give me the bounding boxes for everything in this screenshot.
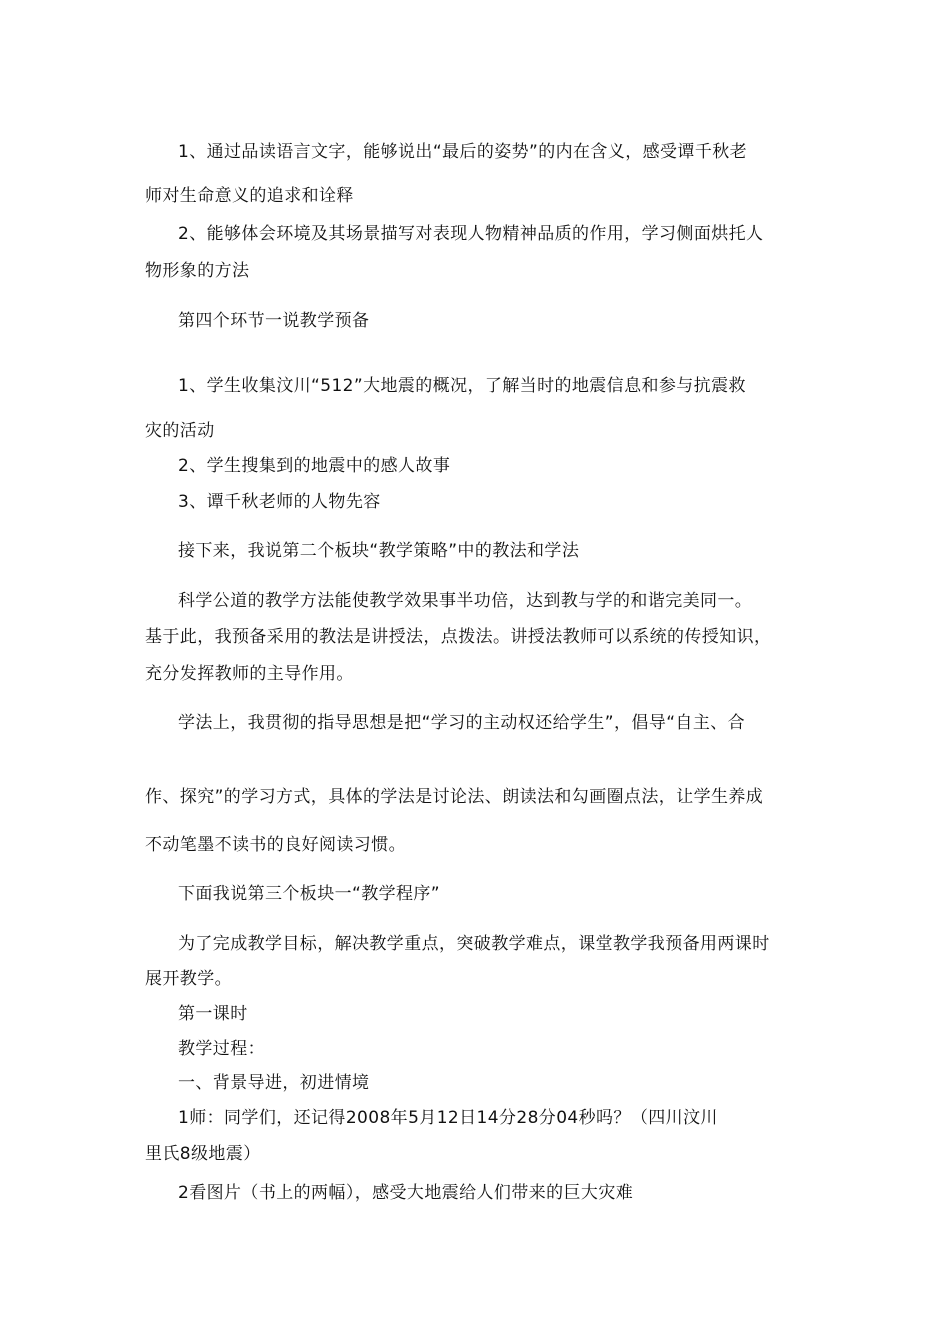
text-line: 为了完成教学目标，解决教学重点，突破教学难点，课堂教学我预备用两课时 — [178, 934, 770, 954]
text-line: 灾的活动 — [145, 421, 215, 441]
text-line: 第一课时 — [178, 1004, 248, 1024]
text-line: 1师：同学们，还记得2008年5月12日14分28分04秒吗？（四川汶川 — [178, 1108, 718, 1128]
text-line: 学法上，我贯彻的指导思想是把“学习的主动权还给学生”，倡导“自主、合 — [178, 713, 746, 733]
text-line: 展开教学。 — [145, 969, 232, 989]
text-line: 作、探究”的学习方式，具体的学法是讨论法、朗读法和勾画圈点法，让学生养成 — [145, 787, 764, 807]
text-line: 基于此，我预备采用的教法是讲授法，点拨法。讲授法教师可以系统的传授知识， — [145, 627, 772, 647]
text-line: 一、背景导进，初进情境 — [178, 1073, 370, 1093]
text-line: 师对生命意义的追求和诠释 — [145, 186, 354, 206]
text-line: 1、学生收集汶川“512”大地震的概况，了解当时的地震信息和参与抗震救 — [178, 376, 746, 396]
text-line: 3、谭千秋老师的人物先容 — [178, 492, 381, 512]
text-line: 充分发挥教师的主导作用。 — [145, 664, 354, 684]
text-line: 2、能够体会环境及其场景描写对表现人物精神品质的作用，学习侧面烘托人 — [178, 224, 764, 244]
text-line: 物形象的方法 — [145, 261, 250, 281]
section-heading: 第四个环节一说教学预备 — [178, 311, 370, 331]
text-line: 2、学生搜集到的地震中的感人故事 — [178, 456, 451, 476]
text-line: 里氏8级地震） — [145, 1144, 261, 1164]
section-heading: 下面我说第三个板块一“教学程序” — [178, 884, 441, 904]
text-line: 教学过程： — [178, 1039, 265, 1059]
text-line: 接下来，我说第二个板块“教学策略”中的教法和学法 — [178, 541, 580, 561]
text-line: 1、通过品读语言文字，能够说出“最后的姿势”的内在含义，感受谭千秋老 — [178, 142, 748, 162]
text-line: 科学公道的教学方法能使教学效果事半功倍，达到教与学的和谐完美同一。 — [178, 591, 753, 611]
text-line: 不动笔墨不读书的良好阅读习惯。 — [145, 835, 406, 855]
text-line: 2看图片（书上的两幅），感受大地震给人们带来的巨大灾难 — [178, 1183, 634, 1203]
